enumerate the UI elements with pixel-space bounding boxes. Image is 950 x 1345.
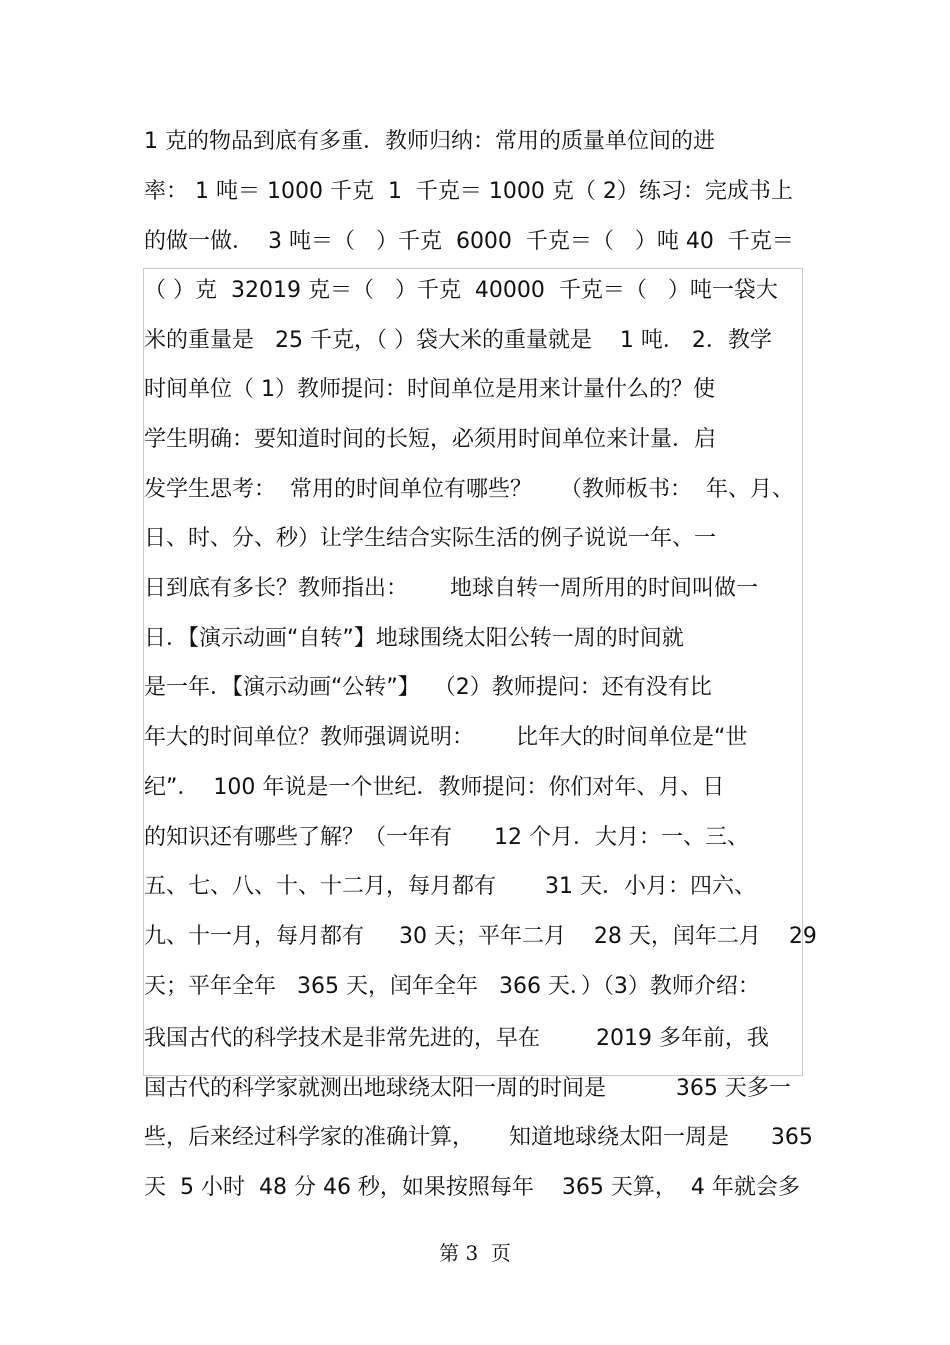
text-line: 九、十一月，每月都有 30 天；平年二月 28 天，闰年二月 29	[144, 924, 817, 949]
text-line: 发学生思考： 常用的时间单位有哪些？ （教师板书： 年、月、	[144, 477, 794, 502]
text-line: 天；平年全年 365 天，闰年全年 366 天．）（3）教师介绍：	[144, 974, 760, 999]
text-line: 率： 1 吨＝ 1000 千克 1 千克＝ 1000 克（ 2）练习：完成书上	[144, 179, 793, 204]
text-line: 学生明确：要知道时间的长短，必须用时间单位来计量．启	[144, 427, 717, 452]
text-line: 日到底有多长？教师指出： 地球自转一周所用的时间叫做一	[144, 576, 758, 601]
text-line: 些，后来经过科学家的准确计算， 知道地球绕太阳一周是 365	[144, 1125, 813, 1150]
text-line: 是一年．【演示动画“公转”】 （2）教师提问：还有没有比	[144, 675, 712, 700]
text-line: 五、七、八、十、十二月，每月都有 31 天．小月：四六、	[144, 874, 756, 899]
text-line: 日、时、分、秒）让学生结合实际生活的例子说说一年、一	[144, 526, 717, 551]
page-number: 第 3 页	[439, 1241, 511, 1265]
text-line: 米的重量是 25 千克，（ ）袋大米的重量就是 1 吨． 2．教学	[144, 328, 772, 353]
text-line: 国古代的科学家就测出地球绕太阳一周的时间是 365 天多一	[144, 1076, 791, 1101]
text-line: 1 克的物品到底有多重．教师归纳：常用的质量单位间的进	[144, 129, 715, 154]
text-line: 日．【演示动画“自转”】地球围绕太阳公转一周的时间就	[144, 626, 684, 651]
text-line: 的做一做． 3 吨＝（ ）千克 6000 千克＝（ ）吨 40 千克＝	[144, 229, 794, 254]
text-line: 纪”． 100 年说是一个世纪．教师提问：你们对年、月、日	[144, 775, 725, 800]
text-line: 的知识还有哪些了解？（一年有 12 个月．大月：一、三、	[144, 825, 749, 850]
text-line: 我国古代的科学技术是非常先进的，早在 2019 多年前，我	[144, 1026, 769, 1051]
text-line: 天 5 小时 48 分 46 秒，如果按照每年 365 天算， 4 年就会多	[144, 1175, 800, 1200]
text-line: 时间单位（ 1）教师提问：时间单位是用来计量什么的？使	[144, 377, 715, 402]
text-line: 年大的时间单位？教师强调说明： 比年大的时间单位是“世	[144, 725, 748, 750]
text-line: （ ）克 32019 克＝（ ）千克 40000 千克＝（ ）吨一袋大	[144, 278, 778, 303]
